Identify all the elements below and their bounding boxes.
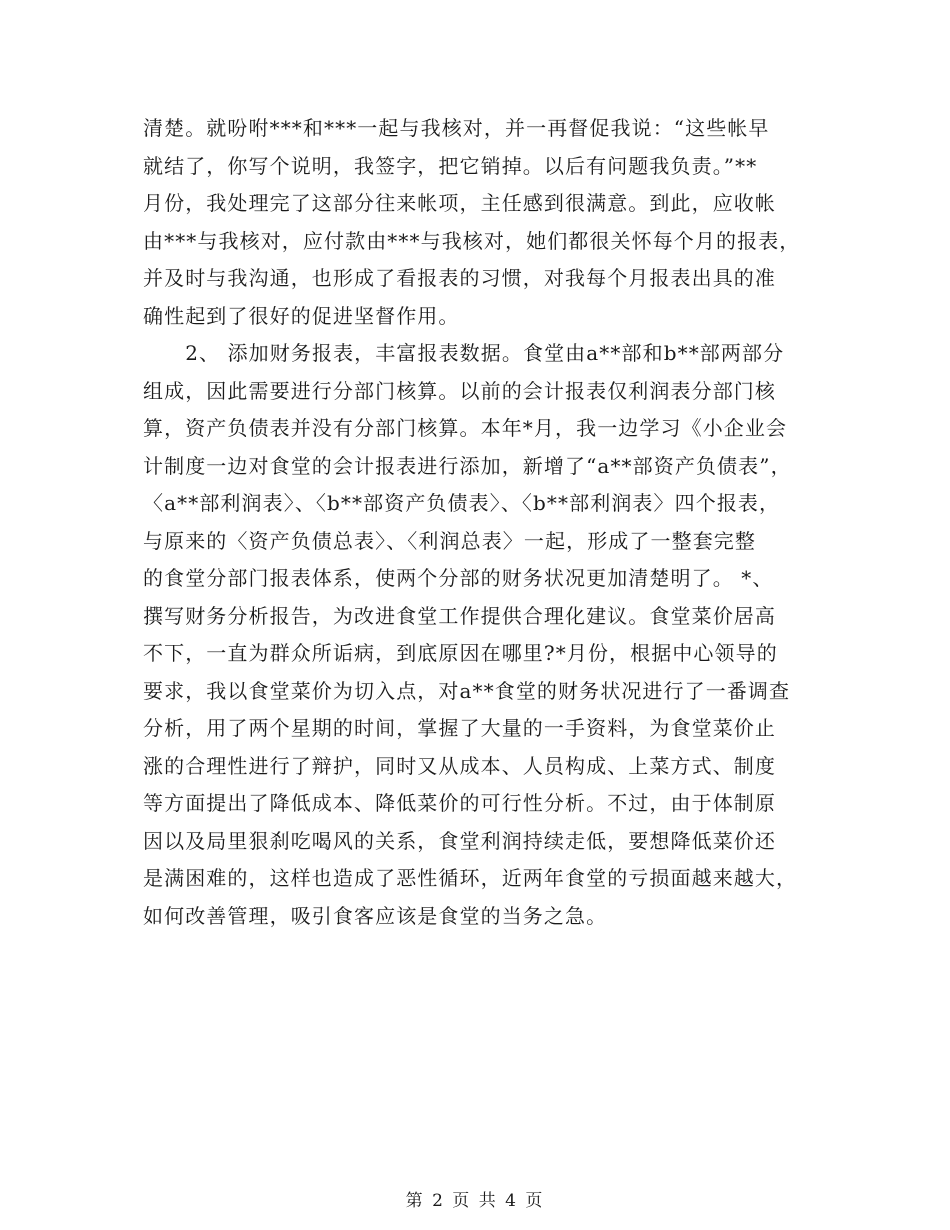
text-line: 涨的合理性进行了辩护，同时又从成本、人员构成、上菜方式、制度 bbox=[143, 753, 776, 778]
text-line: 月份，我处理完了这部分往来帐项，主任感到很满意。到此，应收帐 bbox=[143, 191, 776, 215]
text-line: 分析，用了两个星期的时间，掌握了大量的一手资料，为食堂菜价止 bbox=[143, 716, 776, 740]
text-line: 撰写财务分析报告，为改进食堂工作提供合理化建议。食堂菜价居高 bbox=[143, 603, 776, 628]
text-line: 组成，因此需要进行分部门核算。以前的会计报表仅利润表分部门核 bbox=[143, 378, 776, 403]
text-line: 确性起到了很好的促进坚督作用。 bbox=[143, 303, 460, 328]
text-line: 与原来的〈资产负债总表〉、〈利润总表〉一起，形成了一整套完整 bbox=[143, 528, 756, 553]
text-line: 因以及局里狠刹吃喝风的关系，食堂利润持续走低，要想降低菜价还 bbox=[143, 828, 776, 853]
text-line: 的食堂分部门报表体系，使两个分部的财务状况更加清楚明了。 *、 bbox=[143, 566, 774, 590]
body-text bbox=[143, 110, 815, 935]
text-line: 就结了，你写个说明，我签字，把它销掉。以后有问题我负责。”** bbox=[143, 153, 758, 178]
text-line: 是满困难的，这样也造成了恶性循环，近两年食堂的亏损面越来越大， bbox=[143, 866, 798, 890]
text-line: 等方面提出了降低成本、降低菜价的可行性分析。不过，由于体制原 bbox=[143, 791, 776, 815]
text-line: 如何改善管理，吸引食客应该是食堂的当务之急。 bbox=[143, 903, 608, 928]
page-number-footer: 第 2 页 共 4 页 bbox=[405, 1191, 545, 1211]
text-line: 不下，一直为群众所诟病，到底原因在哪里?*月份，根据中心领导的 bbox=[143, 641, 778, 665]
text-line: 计制度一边对食堂的会计报表进行添加，新增了“a**部资产负债表”， bbox=[143, 453, 792, 478]
text-line: 并及时与我沟通，也形成了看报表的习惯，对我每个月报表出具的准 bbox=[143, 266, 776, 290]
text-line: 清楚。就吩咐***和***一起与我核对，并一再督促我说：“这些帐早 bbox=[143, 116, 770, 140]
text-line: 〈a**部利润表〉、〈b**部资产负债表〉、〈b**部利润表〉四个报表， bbox=[143, 491, 781, 515]
text-line: 2、 添加财务报表，丰富报表数据。食堂由a**部和b**部两部分 bbox=[143, 341, 785, 365]
text-line: 要求，我以食堂菜价为切入点，对a**食堂的财务状况进行了一番调查 bbox=[143, 678, 791, 703]
text-line: 算，资产负债表并没有分部门核算。本年*月，我一边学习《小企业会 bbox=[143, 416, 788, 440]
text-line: 由***与我核对，应付款由***与我核对，她们都很关怀每个月的报表， bbox=[143, 228, 801, 253]
